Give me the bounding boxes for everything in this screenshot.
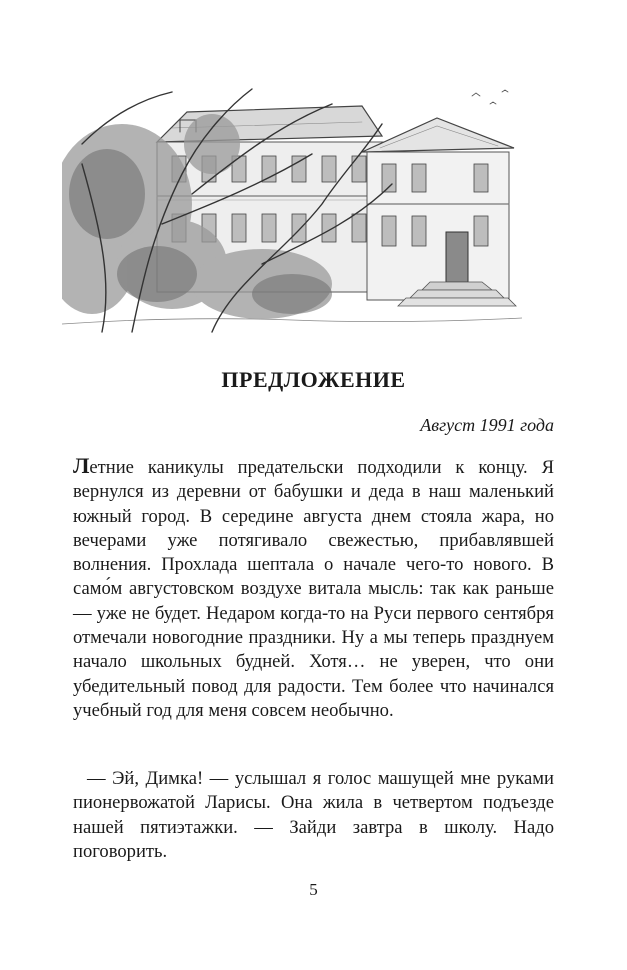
page-number: 5 [309, 880, 318, 899]
paragraph-2: — Эй, Димка! — услышал я голос машущей мне руками пионервожатой Ларисы. Она жила в четвертом подъезде нашей пятиэтажки. — Зайди завтра в школу. Надо поговорить. [73, 768, 554, 862]
chapter-title: ПРЕДЛОЖЕНИЕ [221, 367, 406, 392]
chapter-date: Август 1991 года [420, 415, 554, 435]
paragraph-1 [73, 454, 554, 723]
paragraph-1-text: етние каникулы предательски подходили к концу. Я вернулся из деревни от бабушки и деда в наш маленький южный город. В середине августа днем стояла жара, но вечерами уже потягивало свежестью, прибавлявшей волнения. Прохлада шептала о начале чего-то нового. В само́м августовском воздухе витала мысль: так как раньше — уже не будет. Недаром когда-то на Руси первого сентября отмечали новогодние праздники. Ну а мы теперь празднуем начало школьных будней. Хотя… не уверен, что они убедительный повод для радости. Тем более что начинался учебный год для меня совсем необычно. [73, 457, 554, 721]
building-sketch-illustration [62, 84, 522, 334]
paragraph-1-initial: Л [73, 453, 90, 478]
